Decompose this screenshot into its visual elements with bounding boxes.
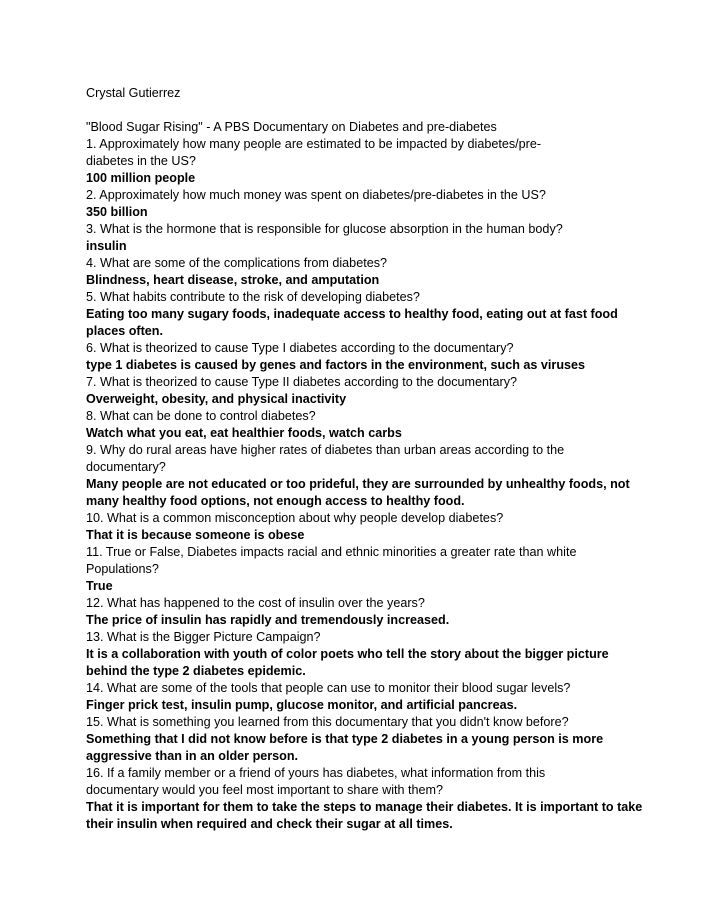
answer-10: That it is because someone is obese — [86, 528, 305, 542]
question-6: 6. What is theorized to cause Type I diabetes according to the documentary? — [86, 341, 514, 355]
document-page — [86, 85, 646, 833]
question-14: 14. What are some of the tools that people can use to monitor their blood sugar levels? — [86, 681, 571, 695]
question-11: 11. True or False, Diabetes impacts racial and ethnic minorities a greater rate than white Populations? — [86, 545, 577, 576]
answer-11: True — [86, 579, 113, 593]
question-3: 3. What is the hormone that is responsible for glucose absorption in the human body? — [86, 222, 563, 236]
question-1: 1. Approximately how many people are estimated to be impacted by diabetes/pre-diabetes in the US? — [86, 137, 542, 168]
question-12: 12. What has happened to the cost of insulin over the years? — [86, 596, 425, 610]
document-title: "Blood Sugar Rising" - A PBS Documentary on Diabetes and pre-diabetes — [86, 120, 497, 134]
question-13: 13. What is the Bigger Picture Campaign? — [86, 630, 321, 644]
question-9: 9. Why do rural areas have higher rates of diabetes than urban areas according to the documentary? — [86, 443, 565, 474]
answer-13: It is a collaboration with youth of color poets who tell the story about the bigger picture behind the type 2 diabetes epidemic. — [86, 647, 609, 678]
answer-16: That it is important for them to take the steps to manage their diabetes. It is important to take their insulin when required and check their sugar at all times. — [86, 800, 643, 831]
question-15: 15. What is something you learned from this documentary that you didn't know before? — [86, 715, 569, 729]
answer-2: 350 billion — [86, 205, 148, 219]
question-4: 4. What are some of the complications from diabetes? — [86, 256, 387, 270]
question-7: 7. What is theorized to cause Type II diabetes according to the documentary? — [86, 375, 518, 389]
answer-15: Something that I did not know before is that type 2 diabetes in a young person is more aggressive than in an older person. — [86, 732, 604, 763]
question-10: 10. What is a common misconception about why people develop diabetes? — [86, 511, 504, 525]
author-name: Crystal Gutierrez — [86, 86, 181, 100]
answer-12: The price of insulin has rapidly and tremendously increased. — [86, 613, 450, 627]
answer-4: Blindness, heart disease, stroke, and amputation — [86, 273, 380, 287]
answer-14: Finger prick test, insulin pump, glucose monitor, and artificial pancreas. — [86, 698, 518, 712]
question-2: 2. Approximately how much money was spent on diabetes/pre-diabetes in the US? — [86, 188, 546, 202]
question-8: 8. What can be done to control diabetes? — [86, 409, 316, 423]
answer-7: Overweight, obesity, and physical inactivity — [86, 392, 347, 406]
answer-1: 100 million people — [86, 171, 196, 185]
question-16: 16. If a family member or a friend of yours has diabetes, what information from this documentary would you feel most important to share with them? — [86, 766, 546, 797]
question-5: 5. What habits contribute to the risk of developing diabetes? — [86, 290, 420, 304]
answer-5: Eating too many sugary foods, inadequate access to healthy food, eating out at fast food places often. — [86, 307, 618, 338]
answer-8: Watch what you eat, eat healthier foods, watch carbs — [86, 426, 402, 440]
answer-6: type 1 diabetes is caused by genes and factors in the environment, such as viruses — [86, 358, 586, 372]
answer-3: insulin — [86, 239, 127, 253]
answer-9: Many people are not educated or too prideful, they are surrounded by unhealthy foods, not many healthy food options, not enough access to healthy food. — [86, 477, 630, 508]
